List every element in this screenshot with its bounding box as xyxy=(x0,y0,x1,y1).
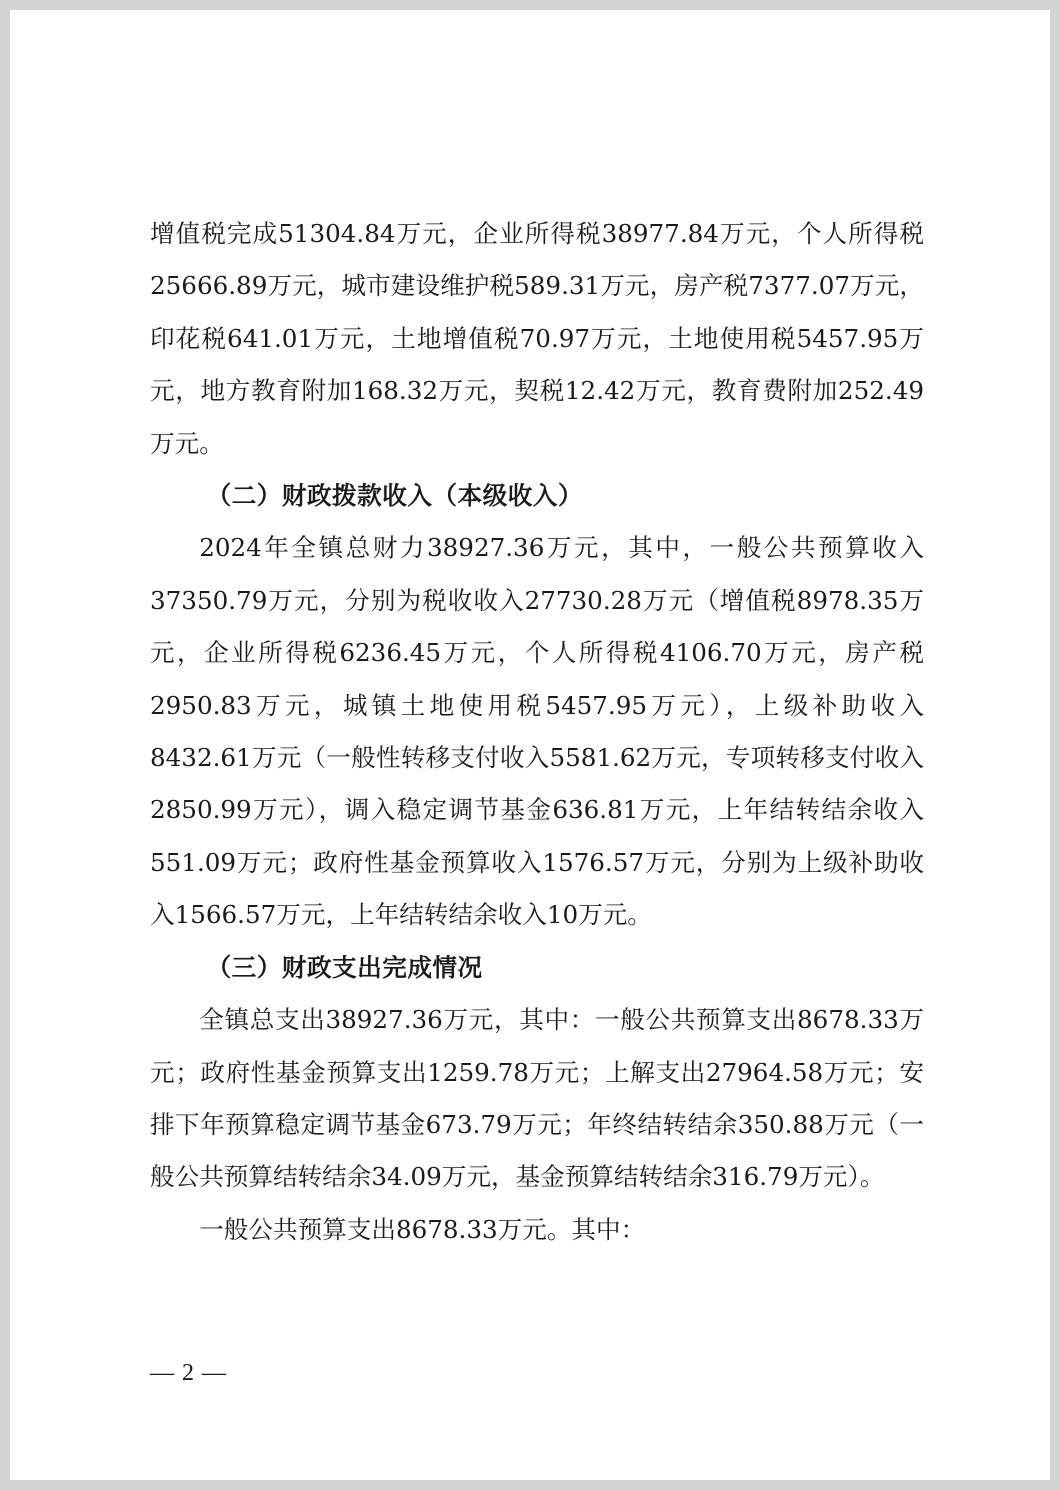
total-expenditure-paragraph: 全镇总支出38927.36万元，其中：一般公共预算支出8678.33万元；政府性基金预算支出1259.78万元；上解支出27964.58万元；安排下年预算稳定调节基金673.79万元；年终结转结余350.88万元（一般公共预算结转结余34.09万元，基金预算结转结余316.79万元）。 xyxy=(150,1005,924,1192)
tax-revenue-paragraph: 增值税完成51304.84万元，企业所得税38977.84万元，个人所得税25666.89万元，城市建设维护税589.31万元，房产税7377.07万元，印花税641.01万元，土地增值税70.97万元，土地使用税5457.95万元，地方教育附加168.32万元，契税12.42万元，教育费附加252.49万元。 xyxy=(150,219,924,458)
document-body xyxy=(150,208,924,1256)
section-heading-fiscal-expenditure: （三）财政支出完成情况 xyxy=(206,952,483,982)
total-fiscal-capacity-paragraph: 2024年全镇总财力38927.36万元，其中，一般公共预算收入37350.79万元，分别为税收收入27730.28万元（增值税8978.35万元，企业所得税6236.45万元，个人所得税4106.70万元，房产税2950.83万元，城镇土地使用税5457.95万元），上级补助收入8432.61万元（一般性转移支付收入5581.62万元，专项转移支付收入2850.99万元），调入稳定调节基金636.81万元，上年结转结余收入551.09万元；政府性基金预算收入1576.57万元，分别为上级补助收入1566.57万元，上年结转结余收入10万元。 xyxy=(150,533,924,930)
section-heading-fiscal-allocation-income: （二）财政拨款收入（本级收入） xyxy=(206,481,583,511)
page-number: — 2 — xyxy=(150,1360,227,1386)
document-page xyxy=(10,10,1050,1480)
general-public-budget-expenditure-paragraph: 一般公共预算支出8678.33万元。其中： xyxy=(199,1214,646,1244)
